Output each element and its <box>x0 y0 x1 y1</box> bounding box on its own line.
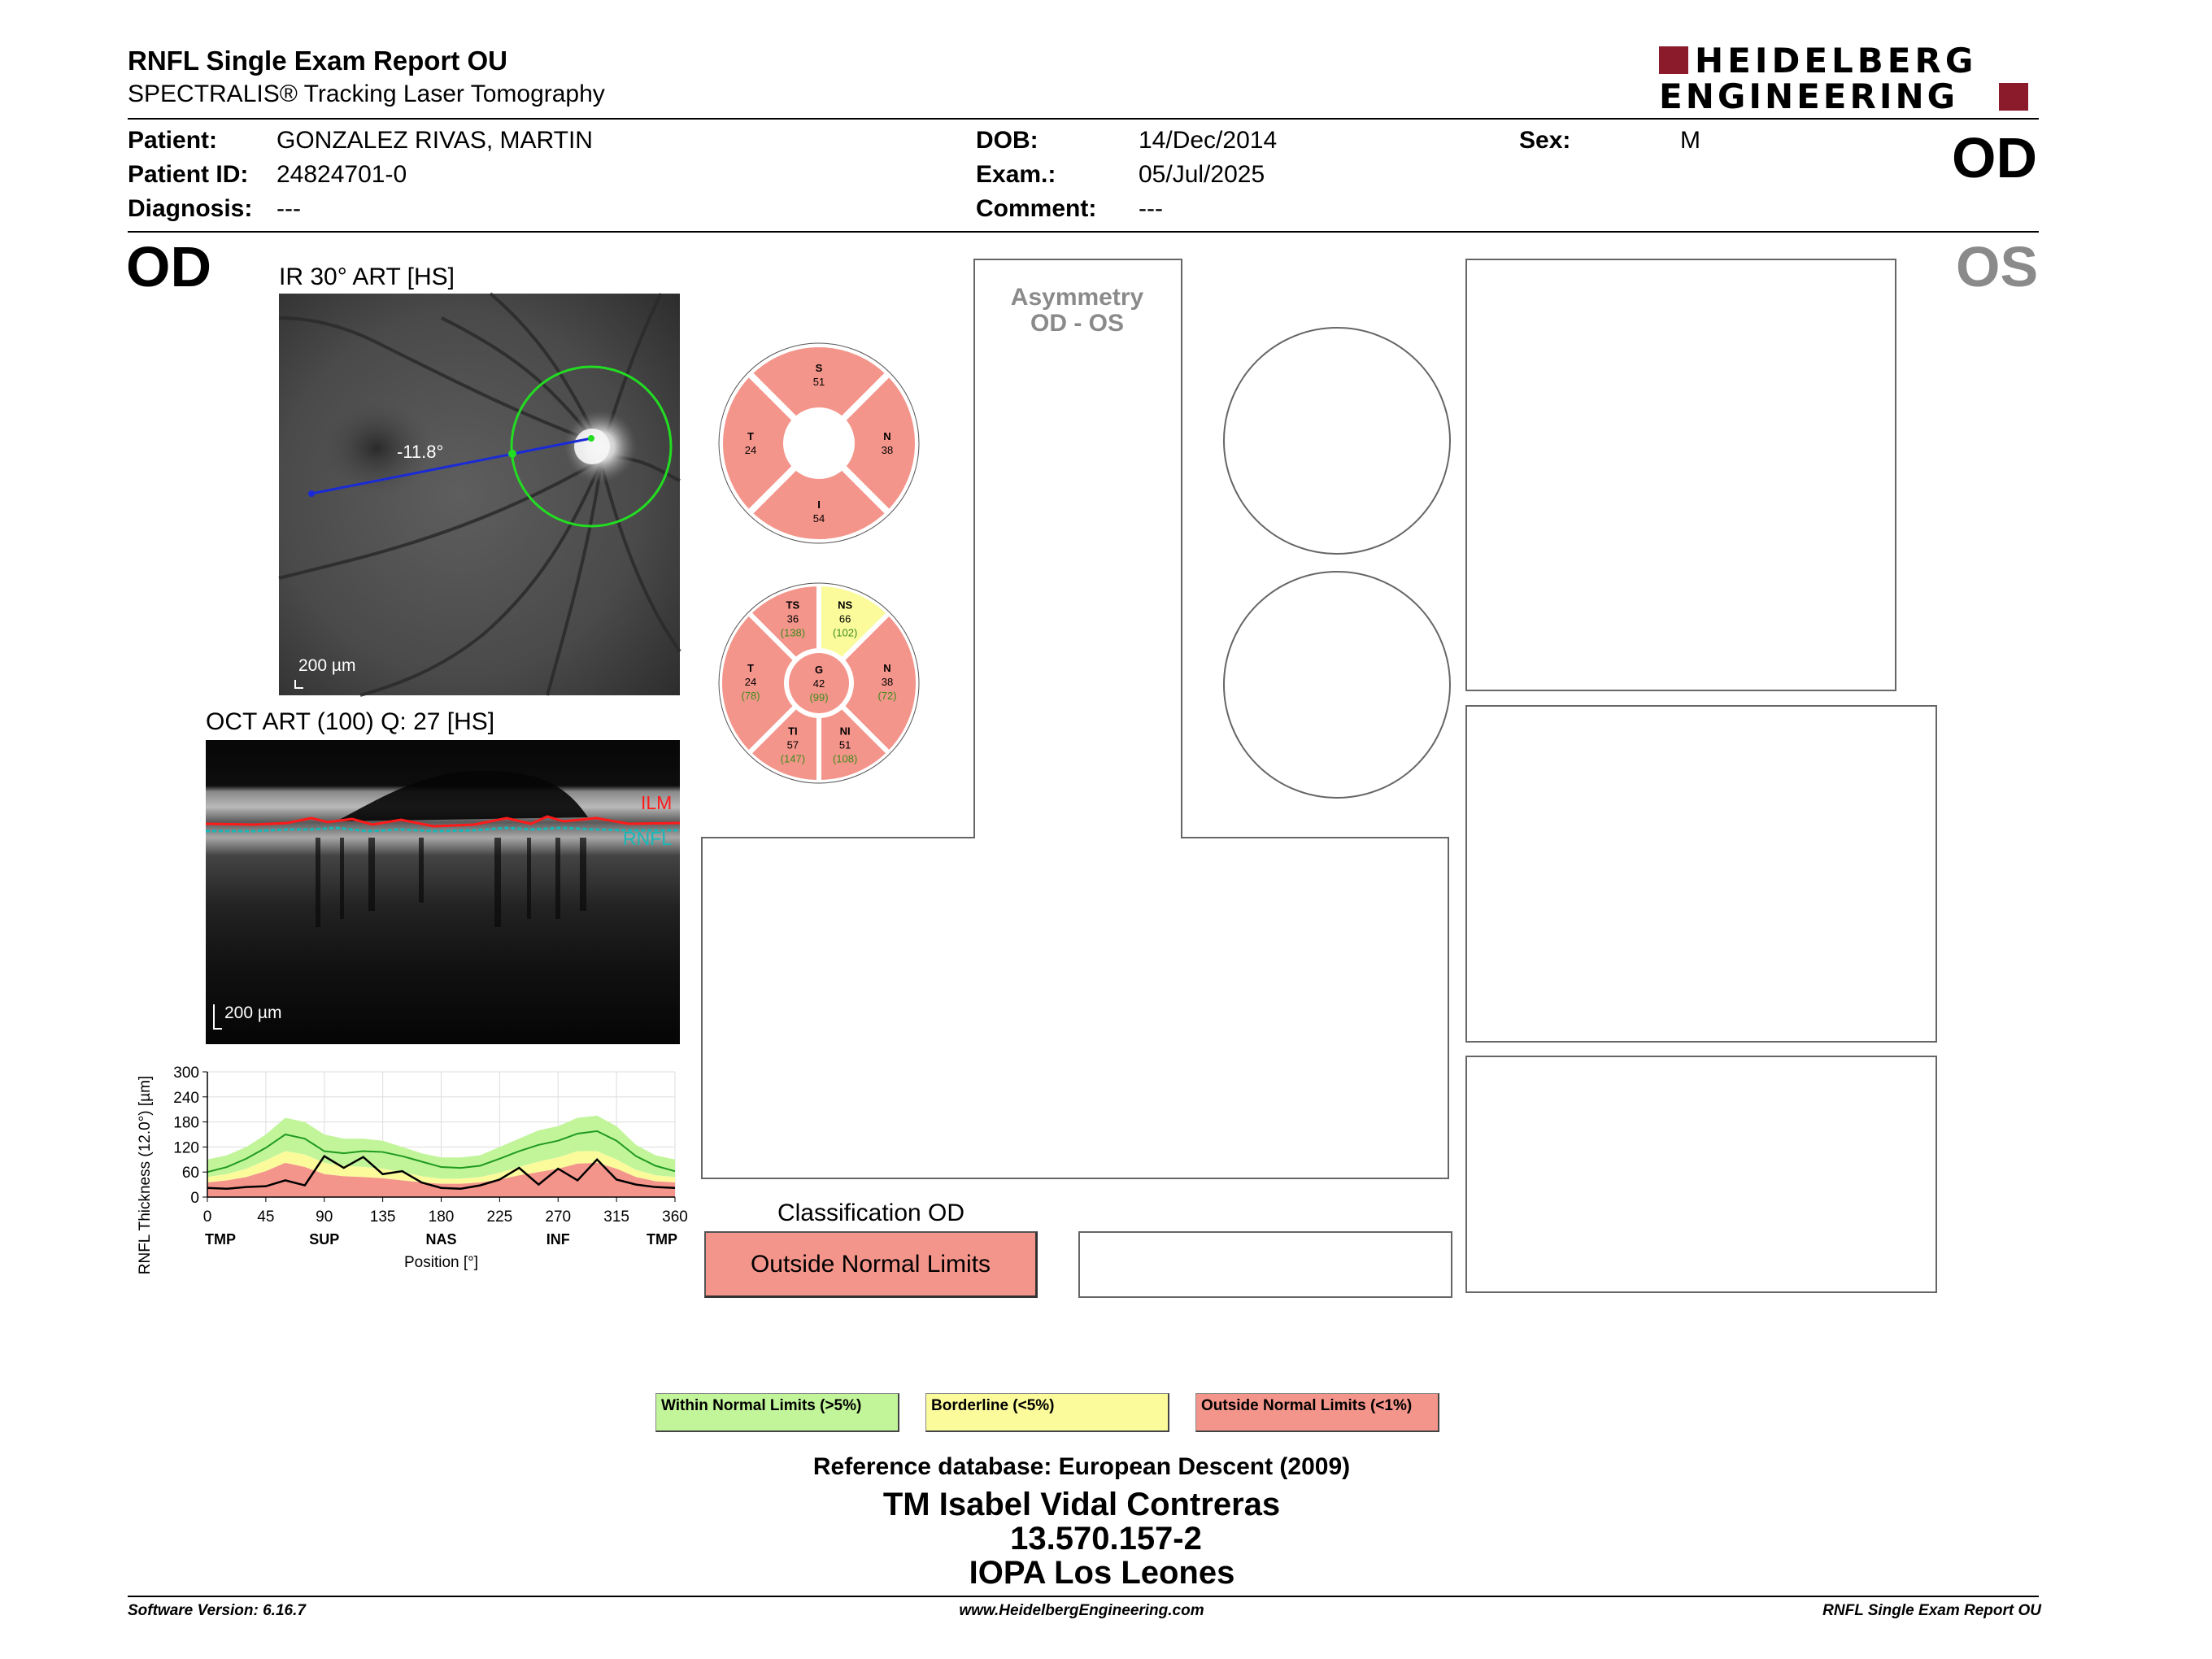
report-subtitle: SPECTRALIS® Tracking Laser Tomography <box>128 81 605 107</box>
sector-normal-ns: (102) <box>832 626 858 639</box>
sector-normal-ti: (147) <box>780 752 806 765</box>
ir-image-title: IR 30° ART [HS] <box>279 263 455 290</box>
footer-report: RNFL Single Exam Report OU <box>1822 1602 2041 1619</box>
legend-outside-normal <box>1195 1393 1439 1432</box>
os-chart-placeholder <box>1465 1056 1937 1293</box>
diagnosis-label: Diagnosis: <box>128 195 253 222</box>
oct-bscan-image <box>206 740 680 1044</box>
ir-fundus-image <box>279 294 680 695</box>
sector-label-ni: NI <box>839 725 851 738</box>
x-tick-label: 135 <box>369 1208 396 1226</box>
x-tick-label: 360 <box>662 1208 688 1226</box>
sector-normal-t: (78) <box>741 690 760 702</box>
quadrant-label-t: T <box>747 430 754 442</box>
classification-os-box <box>1078 1231 1452 1298</box>
quadrant-value-n: 38 <box>881 444 894 456</box>
oct-image-title: OCT ART (100) Q: 27 [HS] <box>206 708 495 735</box>
report-title: RNFL Single Exam Report OU <box>128 46 507 76</box>
x-tick-label: 0 <box>202 1208 212 1226</box>
y-axis-label: RNFL Thickness (12.0°) [µm] <box>137 1075 154 1275</box>
classification-result-text: Outside Normal Limits <box>750 1250 991 1278</box>
sex-label: Sex: <box>1519 127 1571 154</box>
region-label: TMP <box>204 1231 236 1248</box>
patient-id-value: 24824701-0 <box>276 161 407 188</box>
x-tick-label: 180 <box>428 1208 455 1226</box>
os-label: OS <box>1956 235 2039 298</box>
patient-divider <box>128 231 2039 233</box>
oct-ilm-label: ILM <box>641 792 673 813</box>
y-tick-label: 0 <box>190 1190 199 1207</box>
quadrant-value-t: 24 <box>744 444 757 456</box>
patient-label: Patient: <box>128 127 218 154</box>
logo-line2: ENGINEERING <box>1659 76 1959 116</box>
patient-id-label: Patient ID: <box>128 161 249 188</box>
od-label: OD <box>126 235 211 298</box>
sector-value-t: 24 <box>744 676 757 688</box>
quadrant-value-i: 54 <box>812 512 825 525</box>
os-circle-bottom <box>1223 571 1451 799</box>
sector-label-g: G <box>814 664 824 676</box>
sector-normal-ts: (138) <box>780 626 806 639</box>
x-tick-label: 225 <box>486 1208 513 1226</box>
quadrant-label-s: S <box>815 362 823 374</box>
x-tick-label: 270 <box>545 1208 572 1226</box>
y-tick-label: 180 <box>173 1114 199 1132</box>
quadrant-label-i: I <box>817 499 821 511</box>
header-divider <box>128 118 2039 120</box>
x-tick-label: 315 <box>603 1208 629 1226</box>
sector-value-ni: 51 <box>838 738 851 751</box>
ir-scale-text: 200 µm <box>298 656 356 675</box>
diagnosis-value: --- <box>276 195 301 222</box>
logo-line1: HEIDELBERG <box>1695 41 1978 81</box>
footer-divider <box>128 1596 2039 1597</box>
x-tick-label: 45 <box>257 1208 275 1226</box>
sector-value-ns: 66 <box>838 612 851 625</box>
legend-within-normal <box>655 1393 899 1432</box>
region-label: NAS <box>425 1231 457 1248</box>
sector-value-n: 38 <box>881 676 894 688</box>
sector-normal-n: (72) <box>877 690 897 702</box>
sector-normal-g: (99) <box>809 691 829 703</box>
footer-website: www.HeidelbergEngineering.com <box>959 1602 1204 1619</box>
sector-value-g: 42 <box>812 677 825 690</box>
legend-borderline-label: Borderline (<5%) <box>931 1397 1055 1414</box>
sector-label-n: N <box>883 662 891 674</box>
os-circle-top <box>1223 327 1451 555</box>
ir-angle-text: -11.8° <box>397 442 444 462</box>
y-tick-label: 300 <box>173 1065 199 1082</box>
asymmetry-title <box>978 285 1177 337</box>
logo-square-bottom <box>1999 83 2028 111</box>
region-label: SUP <box>309 1231 340 1248</box>
sector-label-t: T <box>747 662 754 674</box>
patient-value: GONZALEZ RIVAS, MARTIN <box>276 127 593 154</box>
comment-label: Comment: <box>976 195 1097 222</box>
sex-value: M <box>1680 127 1700 154</box>
comment-value: --- <box>1139 195 1163 222</box>
exam-label: Exam.: <box>976 161 1056 188</box>
heidelberg-logo <box>1659 41 2041 116</box>
operator-id: 13.570.157-2 <box>1010 1521 1202 1557</box>
classification-result <box>704 1231 1038 1298</box>
region-label: TMP <box>647 1231 678 1248</box>
rnfl-thickness-chart <box>130 1057 688 1285</box>
oct-rnfl-label: RNFL <box>623 828 673 849</box>
region-label: INF <box>546 1231 570 1248</box>
legend-borderline <box>925 1393 1169 1432</box>
operator-clinic: IOPA Los Leones <box>969 1555 1235 1591</box>
quadrant-value-s: 51 <box>812 376 825 388</box>
dob-label: DOB: <box>976 127 1039 154</box>
oct-scale-text: 200 µm <box>224 1004 282 1022</box>
sector-value-ts: 36 <box>786 612 799 625</box>
reference-database: Reference database: European Descent (2009) <box>812 1453 1351 1480</box>
sector-label-ts: TS <box>786 599 800 612</box>
dob-value: 14/Dec/2014 <box>1139 127 1278 154</box>
eye-badge: OD <box>1952 126 2037 189</box>
sector-label-ns: NS <box>838 599 853 612</box>
os-oct-placeholder <box>1465 705 1937 1043</box>
y-tick-label: 240 <box>173 1089 199 1107</box>
quadrant-label-n: N <box>883 430 891 442</box>
asymmetry-line2: OD - OS <box>1030 310 1124 337</box>
operator-name: TM Isabel Vidal Contreras <box>882 1487 1281 1522</box>
logo-square-top <box>1659 46 1688 74</box>
exam-value: 05/Jul/2025 <box>1139 161 1265 188</box>
y-tick-label: 60 <box>181 1165 199 1182</box>
x-tick-label: 90 <box>316 1208 333 1226</box>
footer-software: Software Version: 6.16.7 <box>128 1602 306 1619</box>
asymmetry-line1: Asymmetry <box>1010 284 1144 311</box>
legend-outside-label: Outside Normal Limits (<1%) <box>1201 1397 1413 1414</box>
x-axis-label: Position [°] <box>403 1254 479 1271</box>
legend-within-label: Within Normal Limits (>5%) <box>661 1397 862 1414</box>
y-tick-label: 120 <box>173 1139 199 1157</box>
os-ir-placeholder <box>1465 259 1896 691</box>
sector-value-ti: 57 <box>786 738 799 751</box>
classification-title: Classification OD <box>777 1200 965 1226</box>
sector-normal-ni: (108) <box>832 752 858 765</box>
sector-label-ti: TI <box>788 725 798 738</box>
